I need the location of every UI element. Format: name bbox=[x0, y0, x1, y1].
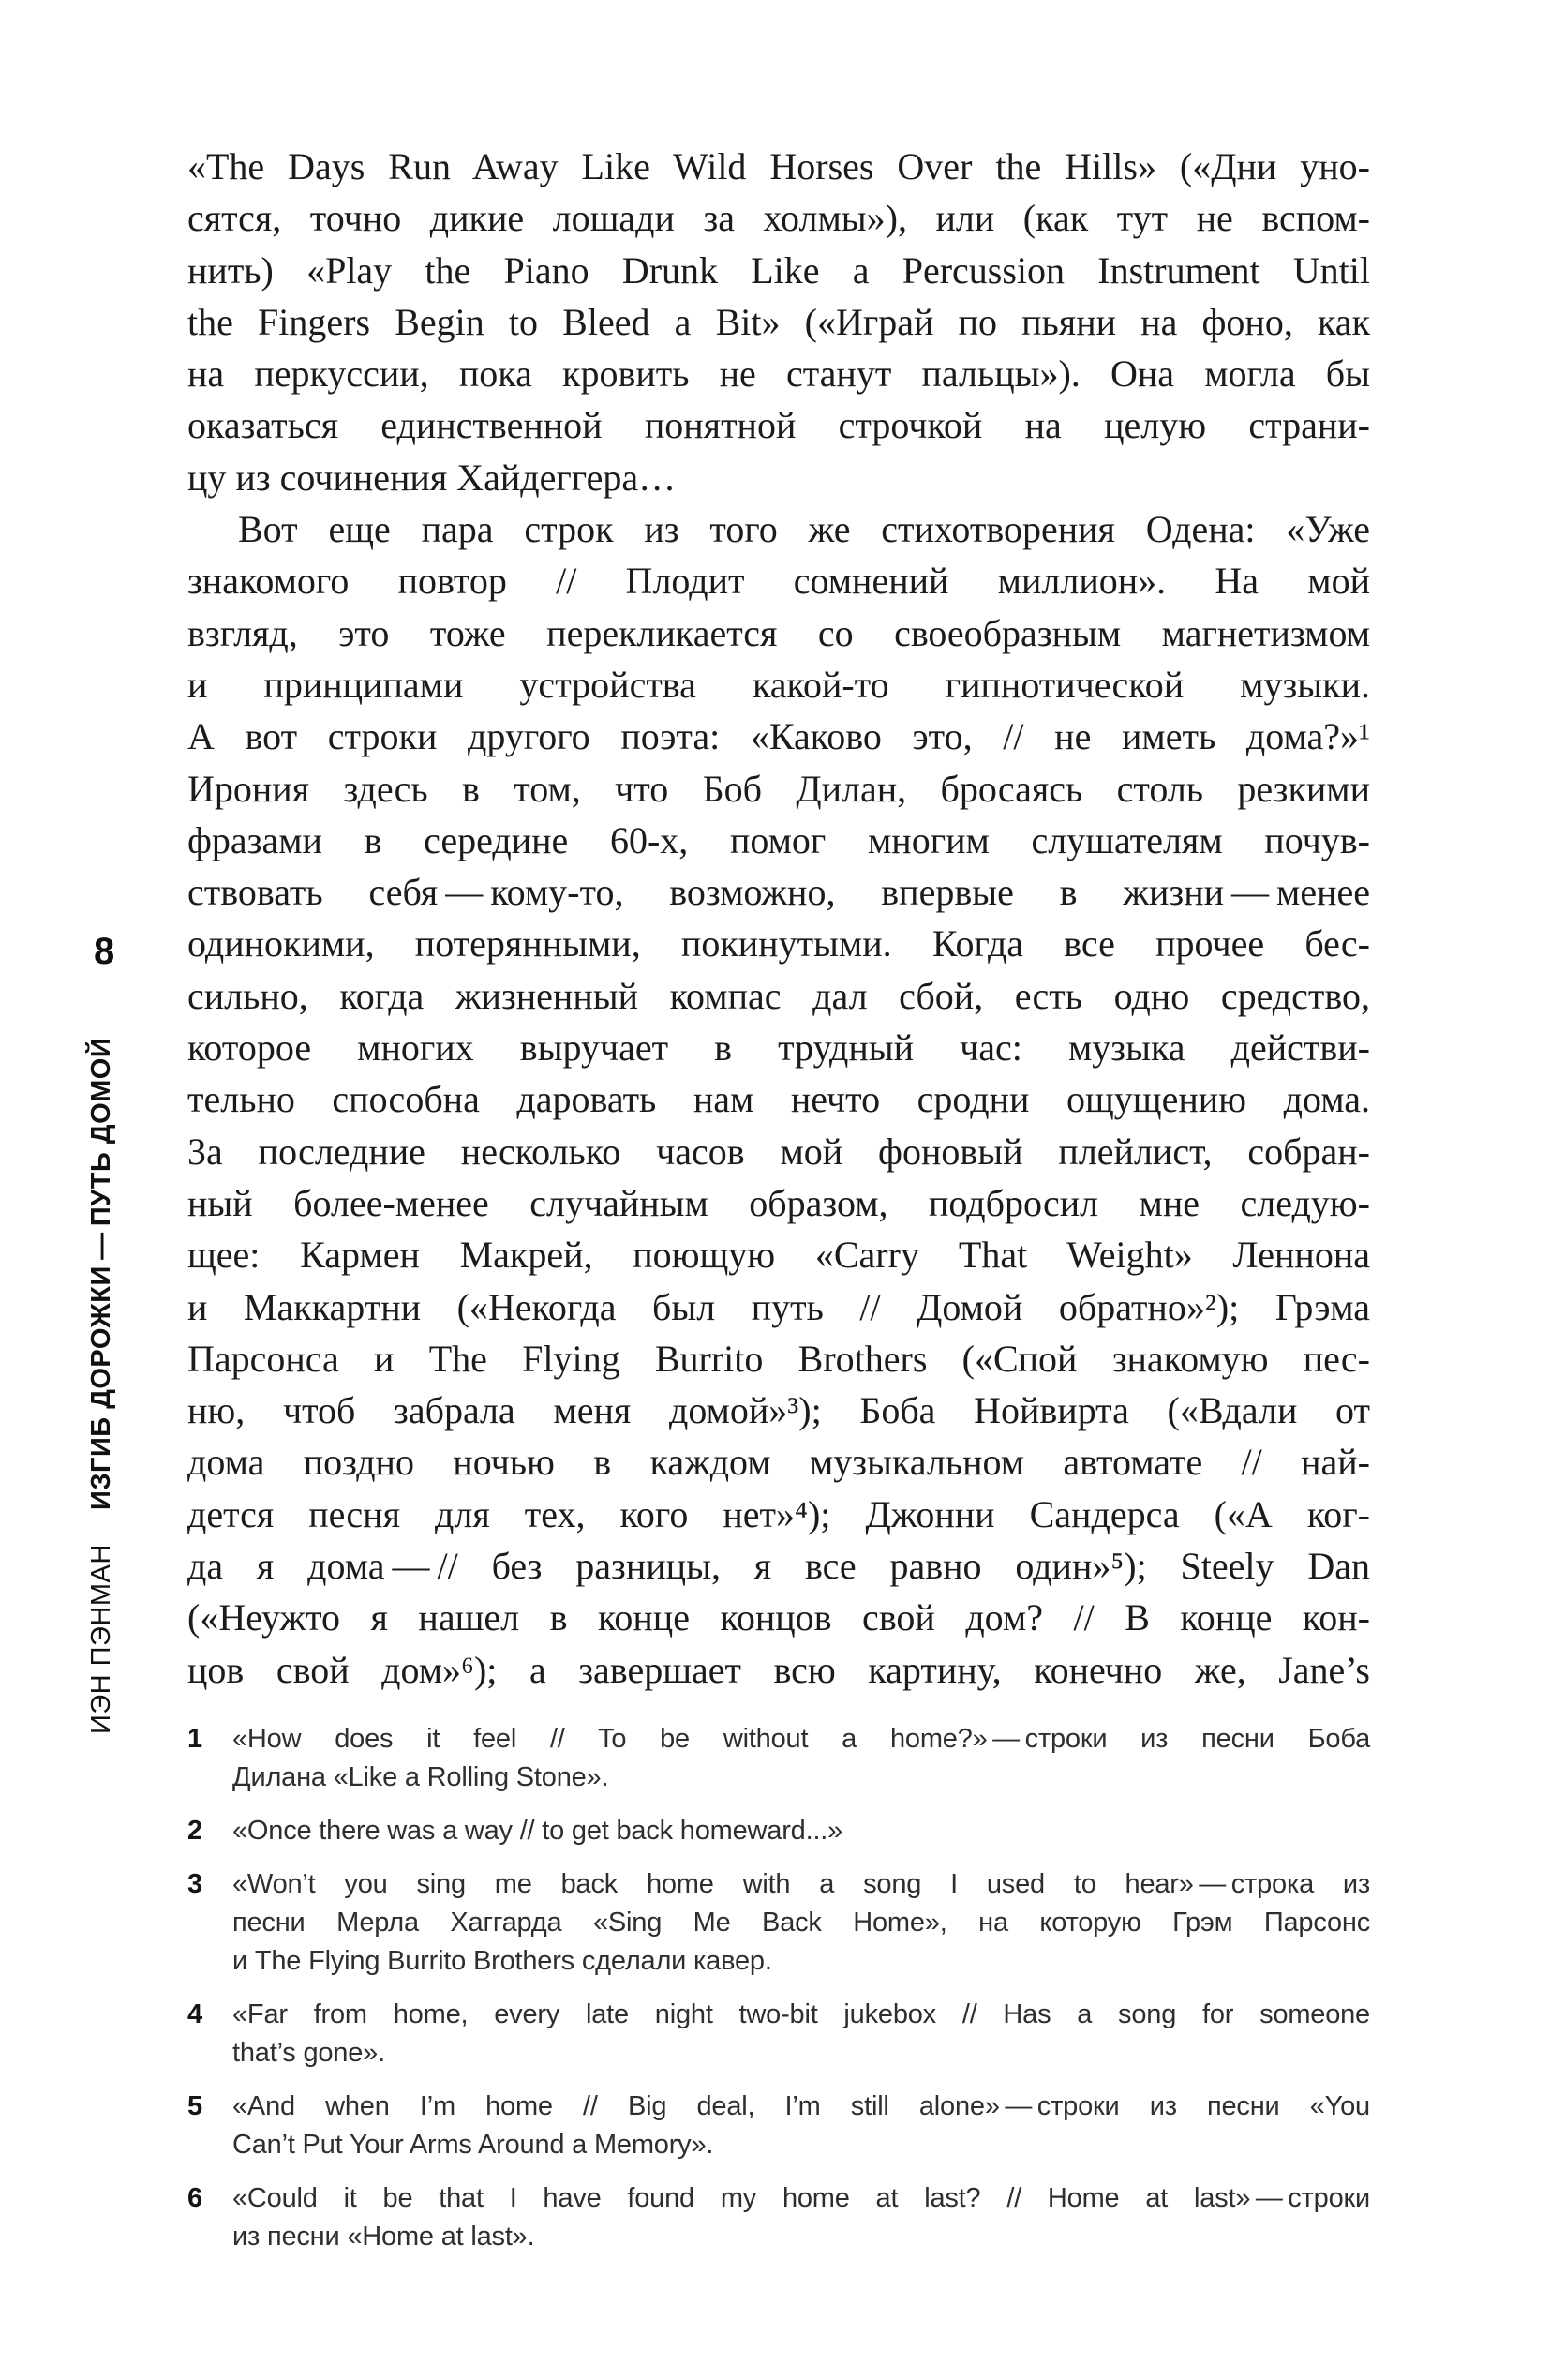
footnote-number: 3 bbox=[187, 1869, 202, 1899]
text-line: Дилана «Like a Rolling Stone». bbox=[232, 1762, 609, 1792]
footnote bbox=[187, 1720, 1370, 1797]
text-line: и The Flying Burrito Brothers сделали кавер. bbox=[232, 1946, 772, 1976]
text-line: и Маккартни («Некогда был путь // Домой обратно»²); Грэма bbox=[187, 1285, 1370, 1328]
text-line: Can’t Put Your Arms Around a Memory». bbox=[232, 2130, 714, 2160]
text-line: из песни «Home at last». bbox=[232, 2222, 535, 2252]
text-line: Ирония здесь в том, что Боб Дилан, бросаясь столь резкими bbox=[187, 767, 1370, 810]
text-line: А вот строки другого поэта: «Каково это, // не иметь дома?»¹ bbox=[187, 715, 1370, 758]
spine-author: ИЭН ПЭНМАН bbox=[86, 1544, 116, 1734]
text-line: одинокими, потерянными, покинутыми. Когда все прочее бес- bbox=[187, 922, 1370, 965]
text-line: фразами в середине 60-х, помог многим слушателям почув- bbox=[187, 818, 1370, 861]
text-line: the Fingers Begin to Bleed a Bit» («Играй по пьяни на фоно, как bbox=[187, 300, 1370, 343]
text-line: оказаться единственной понятной строчкой на целую страни- bbox=[187, 404, 1370, 447]
text-line: that’s gone». bbox=[232, 2038, 385, 2068]
footnote-text bbox=[232, 1996, 1370, 2073]
footnote-text bbox=[232, 2179, 1370, 2256]
text-line: «The Days Run Away Like Wild Horses Over the Hills» («Дни уно- bbox=[187, 145, 1370, 187]
text-line: «Once there was a way // to get back homeward...» bbox=[232, 1816, 843, 1846]
text-line: ню, чтоб забрала меня домой»³); Боба Нойвирта («Вдали от bbox=[187, 1389, 1370, 1432]
spine-book-title: ИЗГИБ ДОРОЖКИ — ПУТЬ ДОМОЙ bbox=[86, 1038, 116, 1511]
text-line: да я дома — // без разницы, я все равно один»⁵); Steely Dan bbox=[187, 1545, 1370, 1588]
spine-vertical-text bbox=[86, 984, 127, 1734]
text-line: на перкуссии, пока кровить не станут пальцы»). Она могла бы bbox=[187, 352, 1370, 396]
text-line: ствовать себя — кому-то, возможно, впервые в жизни — менее bbox=[187, 871, 1370, 914]
footnote-number: 5 bbox=[187, 2091, 202, 2121]
text-line: «Could it be that I have found my home at last? // Home at last» — строки bbox=[232, 2183, 1370, 2213]
body-text bbox=[187, 141, 1370, 1696]
text-line: Парсонса и The Flying Burrito Brothers («Спой знакомую пес- bbox=[187, 1337, 1370, 1380]
text-line: и принципами устройства какой-то гипнотической музыки. bbox=[187, 663, 1370, 706]
text-line: «And when I’m home // Big deal, I’m still alone» — строки из песни «You bbox=[232, 2091, 1370, 2121]
text-line: дома поздно ночью в каждом музыкальном автомате // най- bbox=[187, 1441, 1370, 1484]
text-line: тельно способна даровать нам нечто сродни ощущению дома. bbox=[187, 1078, 1370, 1121]
text-line: сильно, когда жизненный компас дал сбой, есть одно средство, bbox=[187, 974, 1370, 1017]
text-line: «Far from home, every late night two-bit jukebox // Has a song for someone bbox=[232, 1999, 1370, 2029]
text-line: которое многих выручает в трудный час: музыка действи- bbox=[187, 1026, 1370, 1070]
text-line: щее: Кармен Макрей, поющую «Carry That Weight» Леннона bbox=[187, 1234, 1370, 1277]
text-line: («Неужто я нашел в конце концов свой дом? // В конце кон- bbox=[187, 1596, 1370, 1639]
text-line: цу из сочинения Хайдеггера… bbox=[187, 456, 677, 499]
text-line: «How does it feel // To be without a home?» — строки из песни Боба bbox=[232, 1724, 1370, 1754]
footnote-number: 6 bbox=[187, 2183, 202, 2213]
text-line: песни Мерла Хаггарда «Sing Me Back Home», на которую Грэм Парсонс bbox=[232, 1908, 1370, 1938]
footnote-text bbox=[232, 2088, 1370, 2164]
footnote bbox=[187, 2088, 1370, 2164]
footnote bbox=[187, 1996, 1370, 2073]
paragraph bbox=[187, 141, 1370, 503]
footnote-text bbox=[232, 1812, 1370, 1850]
paragraph bbox=[187, 503, 1370, 1696]
text-line: сятся, точно дикие лошади за холмы»), или (как тут не вспом- bbox=[187, 197, 1370, 240]
footnote bbox=[187, 2179, 1370, 2256]
text-line: «Won’t you sing me back home with a song I used to hear» — строка из bbox=[232, 1869, 1370, 1899]
text-line: Вот еще пара строк из того же стихотворения Одена: «Уже bbox=[238, 508, 1370, 551]
text-line: ный более-менее случайным образом, подбросил мне следую- bbox=[187, 1181, 1370, 1224]
text-line: дется песня для тех, кого нет»⁴); Джонни Сандерса («А ког- bbox=[187, 1492, 1370, 1535]
footnote-number: 4 bbox=[187, 1999, 202, 2029]
text-line: взгляд, это тоже перекликается со своеобразным магнетизмом bbox=[187, 611, 1370, 654]
page-number: 8 bbox=[94, 931, 115, 972]
text-line: цов свой дом»⁶); а завершает всю картину, конечно же, Jane’s bbox=[187, 1648, 1370, 1691]
footnote bbox=[187, 1865, 1370, 1981]
footnote-number: 2 bbox=[187, 1816, 202, 1846]
footnote bbox=[187, 1812, 1370, 1850]
text-line: нить) «Play the Piano Drunk Like a Percussion Instrument Until bbox=[187, 248, 1370, 292]
footnote-number: 1 bbox=[187, 1724, 202, 1754]
footnote-text bbox=[232, 1865, 1370, 1981]
footnotes bbox=[187, 1720, 1370, 2271]
text-line: знакомого повтор // Плодит сомнений миллион». На мой bbox=[187, 560, 1370, 603]
text-line: За последние несколько часов мой фоновый плейлист, собран- bbox=[187, 1130, 1370, 1173]
footnote-text bbox=[232, 1720, 1370, 1797]
